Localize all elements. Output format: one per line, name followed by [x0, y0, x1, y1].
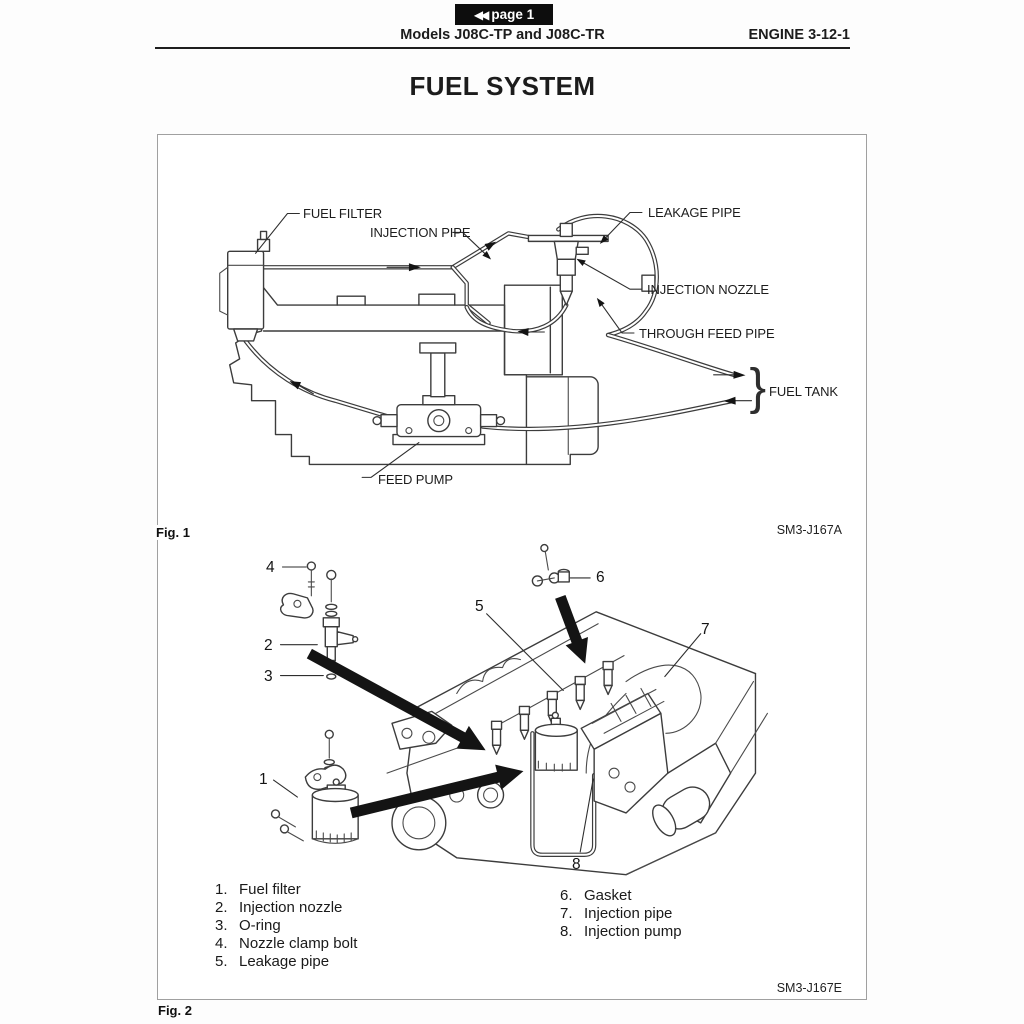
page-nav-label: page 1	[491, 7, 535, 22]
fig1-injector-drawing	[528, 223, 608, 305]
fig1-feed-pump-drawing	[373, 343, 504, 445]
header-section-code: ENGINE 3-12-1	[748, 27, 850, 43]
callout-3: 3	[264, 668, 273, 685]
label-fuel-tank: FUEL TANK	[769, 384, 838, 399]
legend-item: 3. O-ring	[215, 917, 281, 934]
label-through-feed-pipe: THROUGH FEED PIPE	[639, 326, 775, 341]
label-feed-pump: FEED PUMP	[378, 472, 453, 487]
fig1-caption: Fig. 1	[153, 525, 193, 540]
fig2-fuel-filter-parts	[272, 730, 359, 843]
page-nav-badge[interactable]	[455, 4, 553, 25]
fig2-legend-left	[215, 881, 357, 971]
fig2-gasket-parts	[532, 545, 569, 586]
callout-8: 8	[572, 856, 581, 873]
callout-4: 4	[266, 559, 275, 576]
page-title: FUEL SYSTEM	[409, 71, 596, 101]
fig2-legend-right	[560, 887, 682, 941]
fuel-system-drawings	[158, 135, 865, 998]
fig1-fuel-filter-drawing	[220, 231, 270, 341]
legend-item: 5. Leakage pipe	[215, 953, 330, 970]
legend-item: 2. Injection nozzle	[215, 899, 343, 916]
legend-item: 1. Fuel filter	[215, 881, 301, 898]
header-models: Models J08C-TP and J08C-TR	[400, 27, 605, 43]
label-fuel-filter: FUEL FILTER	[303, 206, 383, 221]
callout-1: 1	[259, 771, 268, 788]
callout-5: 5	[475, 598, 484, 615]
label-injection-nozzle: INJECTION NOZZLE	[647, 282, 769, 297]
label-leakage-pipe: LEAKAGE PIPE	[648, 205, 741, 220]
fig2-ref-code: SM3-J167E	[776, 981, 842, 995]
header-rule	[155, 47, 850, 49]
callout-2: 2	[264, 637, 273, 654]
fig1-ref-code: SM3-J167A	[776, 523, 842, 537]
legend-item: 8. Injection pump	[560, 923, 682, 940]
back-arrows-icon: ◀◀	[473, 7, 487, 22]
callout-7: 7	[701, 621, 710, 638]
fuel-tank-brace: }	[749, 358, 767, 415]
fig2-caption: Fig. 2	[158, 1003, 192, 1018]
callout-6: 6	[596, 569, 605, 586]
legend-item: 7. Injection pipe	[560, 905, 673, 922]
legend-item: 6. Gasket	[560, 887, 632, 904]
figure-box	[157, 134, 867, 1000]
legend-item: 4. Nozzle clamp bolt	[215, 935, 358, 952]
label-injection-pipe: INJECTION PIPE	[370, 225, 471, 240]
